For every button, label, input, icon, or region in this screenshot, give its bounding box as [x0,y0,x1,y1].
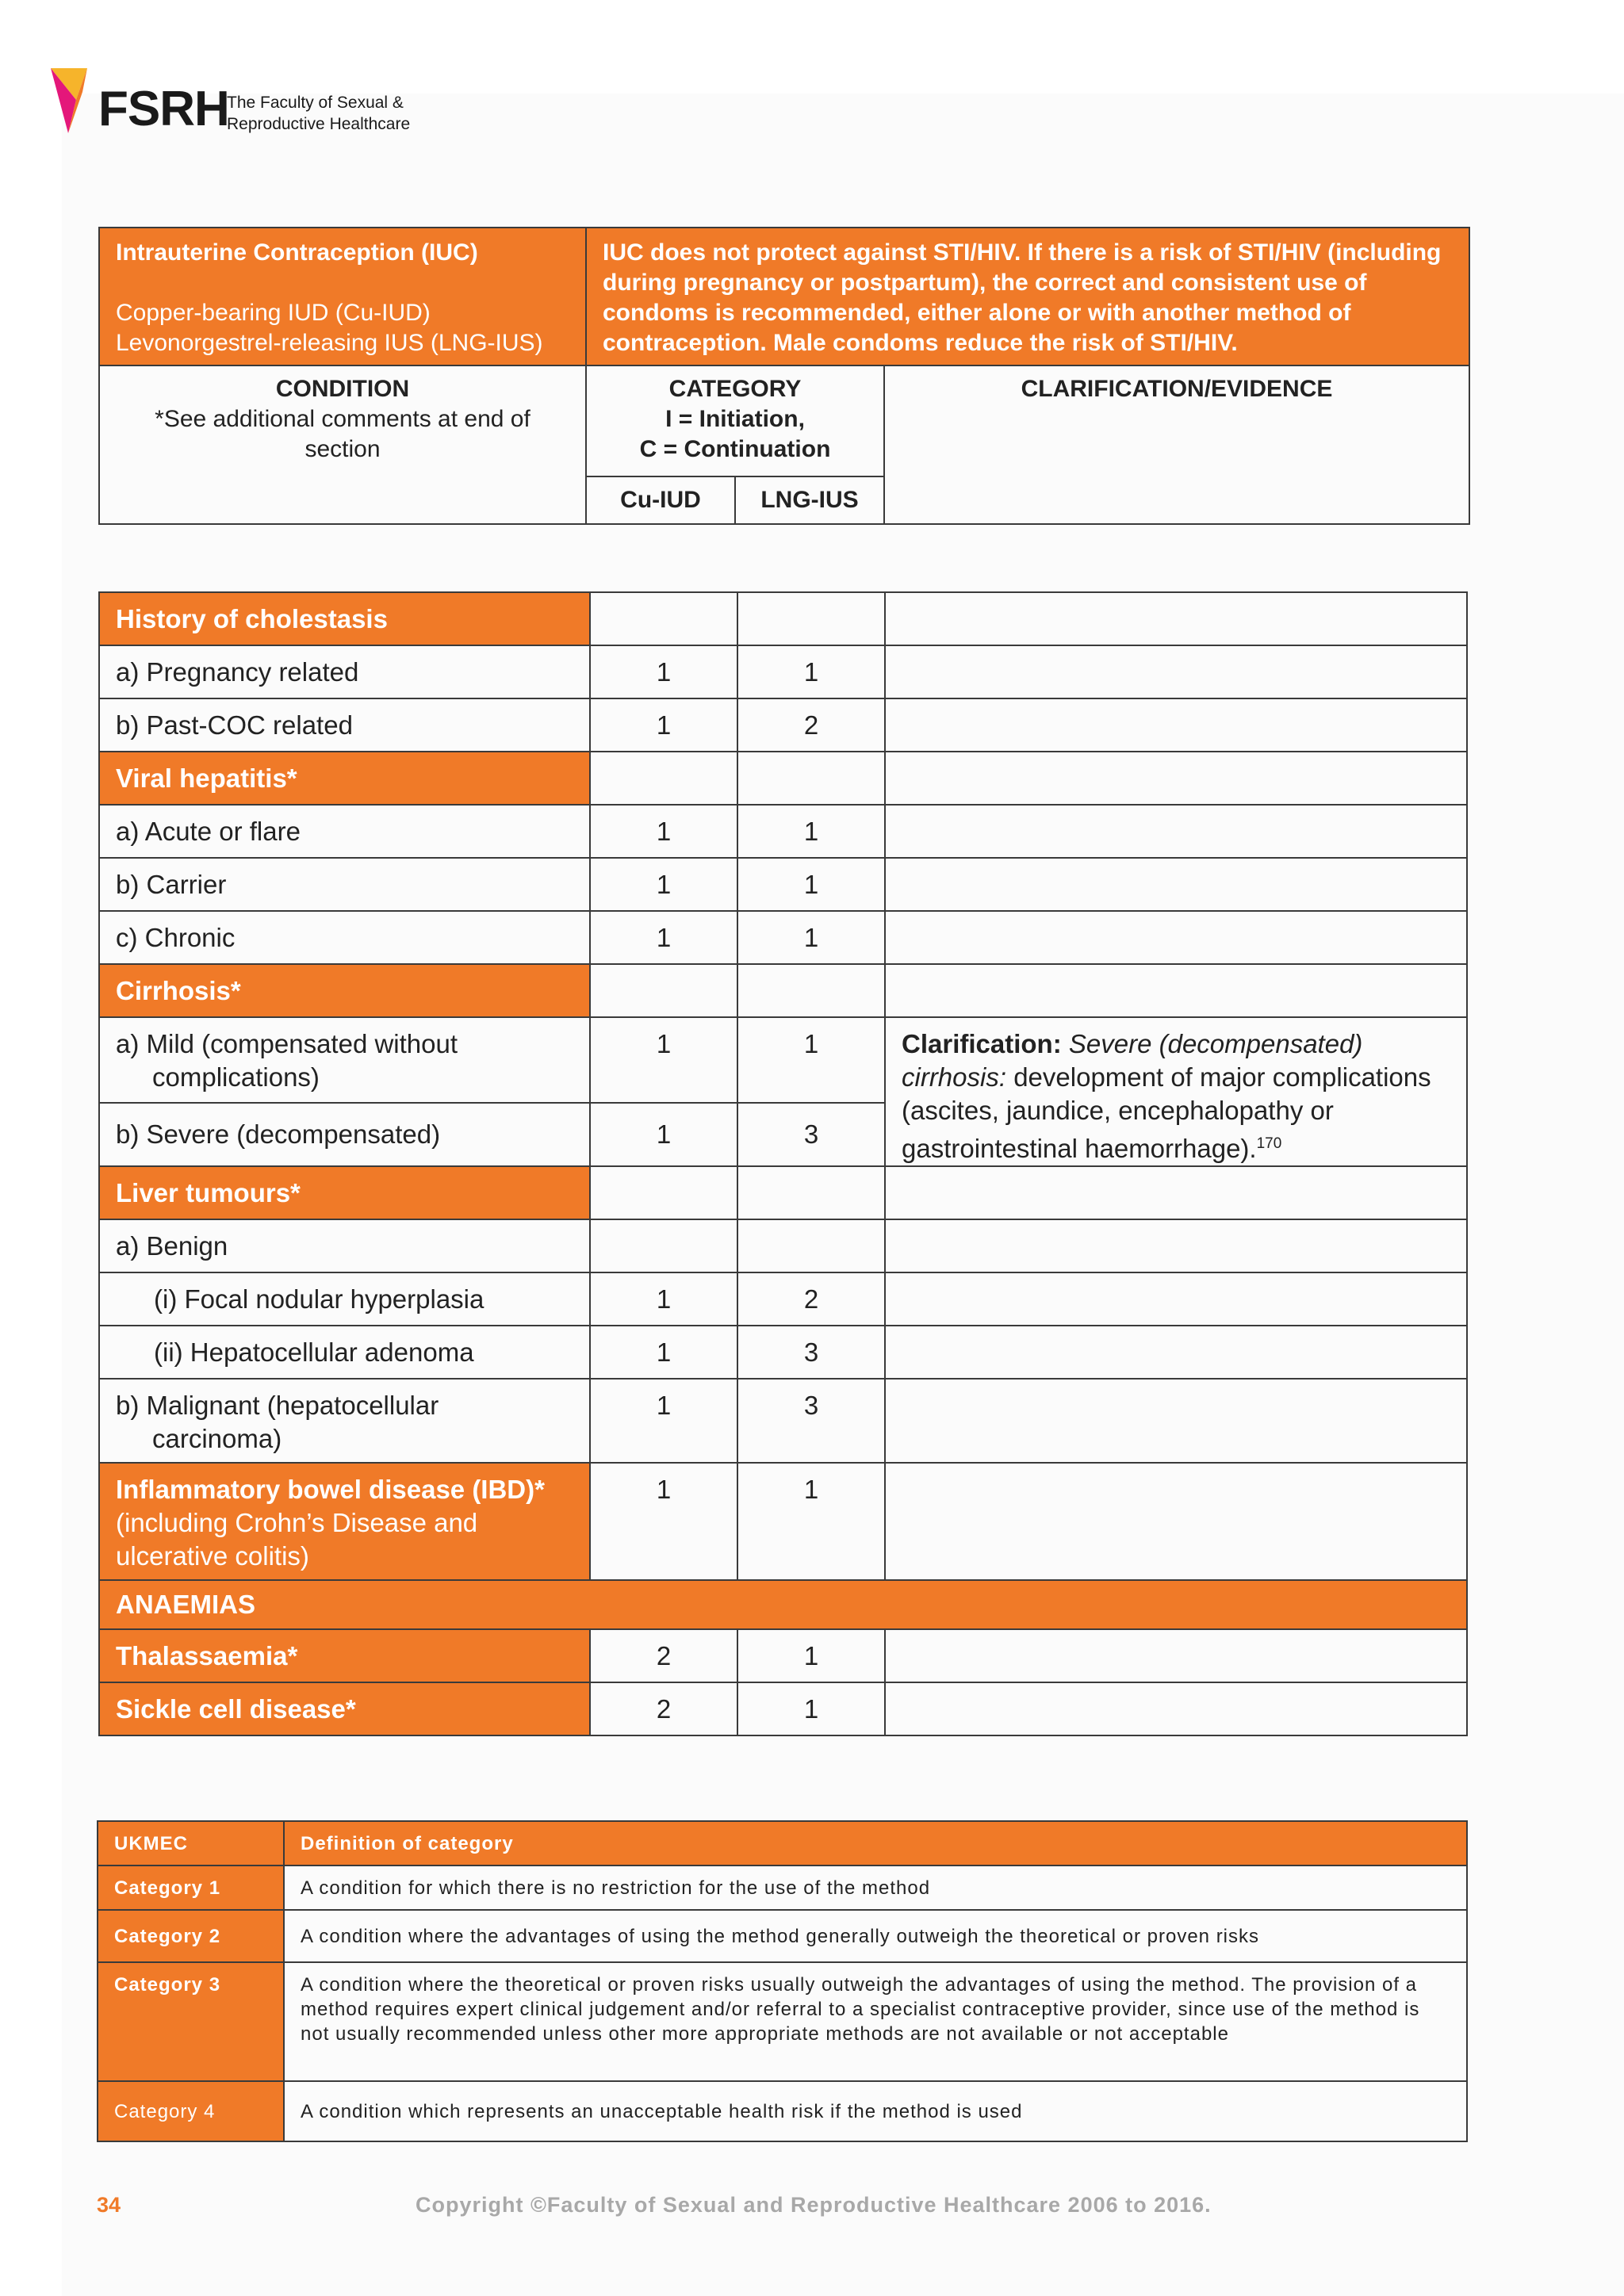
legend-category-definition: A condition which represents an unacceptable health risk if the method is used [284,2081,1467,2141]
condition-label: c) Chronic [99,911,590,964]
method-lng-ius: Levonorgestrel-releasing IUS (LNG-IUS) [116,330,543,356]
condition-label: b) Malignant (hepatocellular carcinoma) [99,1379,590,1463]
page-number: 34 [97,2193,121,2217]
legend-category-key: Category 2 [98,1910,284,1962]
cu-iud-category: 1 [590,1326,737,1379]
condition-label: a) Acute or flare [99,805,590,858]
legend-row [98,2081,1467,2141]
method-title: Intrauterine Contraception (IUC) [116,239,478,266]
legend-header-definition: Definition of category [284,1821,1467,1866]
condition-label: b) Severe (decompensated) [99,1103,590,1166]
condition-header: CONDITION *See additional comments at end of section [99,365,586,524]
legend-category-key: Category 4 [98,2081,284,2141]
cu-iud-category: 1 [590,911,737,964]
lng-ius-category: 2 [737,698,885,752]
conditions-table [98,591,1468,1736]
cu-iud-category: 1 [590,1379,737,1463]
cu-iud-category: 1 [590,1103,737,1166]
lng-ius-category: 1 [737,1017,885,1103]
cu-iud-category: 1 [590,1017,737,1103]
lng-ius-category: 3 [737,1103,885,1166]
table-row [99,1580,1467,1629]
fsrh-logo-mark [51,68,100,136]
lng-ius-category: 1 [737,1629,885,1682]
fsrh-logo [51,68,463,144]
lng-ius-category: 1 [737,1682,885,1735]
cu-iud-category: 1 [590,858,737,911]
condition-ibd: Inflammatory bowel disease (IBD)* (including Crohn’s Disease and ulcerative colitis) [99,1463,590,1580]
table-row [99,1219,1467,1272]
cu-iud-category: 2 [590,1682,737,1735]
table-row [99,1017,1467,1103]
method-cu-iud: Copper-bearing IUD (Cu-IUD) [116,300,431,326]
table-row [99,1379,1467,1463]
table-row [99,1682,1467,1735]
legend-row [98,1866,1467,1910]
condition-label: b) Past-COC related [99,698,590,752]
condition-history-of-cholestasis: History of cholestasis [99,592,590,645]
condition-label: a) Benign [99,1219,590,1272]
legend-category-definition: A condition where the theoretical or proven risks usually outweigh the advantages of using the method. The provision of a method requires expert clinical judgement and/or referral to a specialist contraceptive provider, since use of the method is not usually recommended unless other more appropriate methods are not available or not acceptable [284,1962,1467,2081]
table-row [99,752,1467,805]
legend-category-key: Category 3 [98,1962,284,2081]
condition-label: (ii) Hepatocellular adenoma [99,1326,590,1379]
category-header: CATEGORY I = Initiation, C = Continuation [586,365,884,476]
lng-ius-category: 3 [737,1379,885,1463]
cu-iud-column-header: Cu-IUD [586,476,735,524]
table-row [99,1463,1467,1580]
condition-sickle-cell: Sickle cell disease* [99,1682,590,1735]
cu-iud-category: 2 [590,1629,737,1682]
lng-ius-column-header: LNG-IUS [735,476,884,524]
table-row [99,592,1467,645]
method-cell [99,228,586,365]
legend-header-row [98,1821,1467,1866]
condition-cirrhosis: Cirrhosis* [99,964,590,1017]
ukmec-legend-table [97,1820,1468,2142]
table-row [99,911,1467,964]
clarification-header: CLARIFICATION/EVIDENCE [884,365,1469,524]
lng-ius-category: 1 [737,1463,885,1580]
lng-ius-category: 1 [737,911,885,964]
legend-category-key: Category 1 [98,1866,284,1910]
condition-label: a) Pregnancy related [99,645,590,698]
condition-label: b) Carrier [99,858,590,911]
table-row [99,858,1467,911]
legend-category-definition: A condition for which there is no restriction for the use of the method [284,1866,1467,1910]
method-header-table [98,227,1470,525]
cu-iud-category: 1 [590,805,737,858]
table-row [99,698,1467,752]
section-anaemias: ANAEMIAS [99,1580,1467,1629]
legend-header-key: UKMEC [98,1821,284,1866]
lng-ius-category: 1 [737,858,885,911]
condition-label: (i) Focal nodular hyperplasia [99,1272,590,1326]
cu-iud-category: 1 [590,645,737,698]
lng-ius-category: 3 [737,1326,885,1379]
table-row [99,1326,1467,1379]
table-row [99,1166,1467,1219]
sti-warning: IUC does not protect against STI/HIV. If there is a risk of STI/HIV (including during pregnancy or postpartum), the correct and consistent use of condoms is recommended, either alone or with another method of contraception. Male condoms reduce the risk of STI/HIV. [586,228,1469,365]
legend-row [98,1910,1467,1962]
table-row [99,1629,1467,1682]
table-row [99,964,1467,1017]
condition-liver-tumours: Liver tumours* [99,1166,590,1219]
lng-ius-category: 1 [737,805,885,858]
legend-row [98,1962,1467,2081]
logo-wordmark: FSRH [98,82,229,136]
condition-label: a) Mild (compensated without complications) [99,1017,590,1103]
condition-thalassaemia: Thalassaemia* [99,1629,590,1682]
table-row [99,645,1467,698]
cu-iud-category: 1 [590,1463,737,1580]
legend-category-definition: A condition where the advantages of using the method generally outweigh the theoretical or proven risks [284,1910,1467,1962]
lng-ius-category: 2 [737,1272,885,1326]
lng-ius-category: 1 [737,645,885,698]
condition-viral-hepatitis: Viral hepatitis* [99,752,590,805]
cu-iud-category: 1 [590,1272,737,1326]
table-row [99,805,1467,858]
cu-iud-category: 1 [590,698,737,752]
copyright-notice: Copyright ©Faculty of Sexual and Reproductive Healthcare 2006 to 2016. [416,2193,1212,2217]
table-row [99,1272,1467,1326]
cirrhosis-clarification: Clarification: Severe (decompensated) cirrhosis: development of major complications (ascites, jaundice, encephalopathy or gastrointestinal haemorrhage).$^{170}$ [885,1017,1467,1166]
logo-subtitle: The Faculty of Sexual & Reproductive Healthcare [227,94,411,133]
